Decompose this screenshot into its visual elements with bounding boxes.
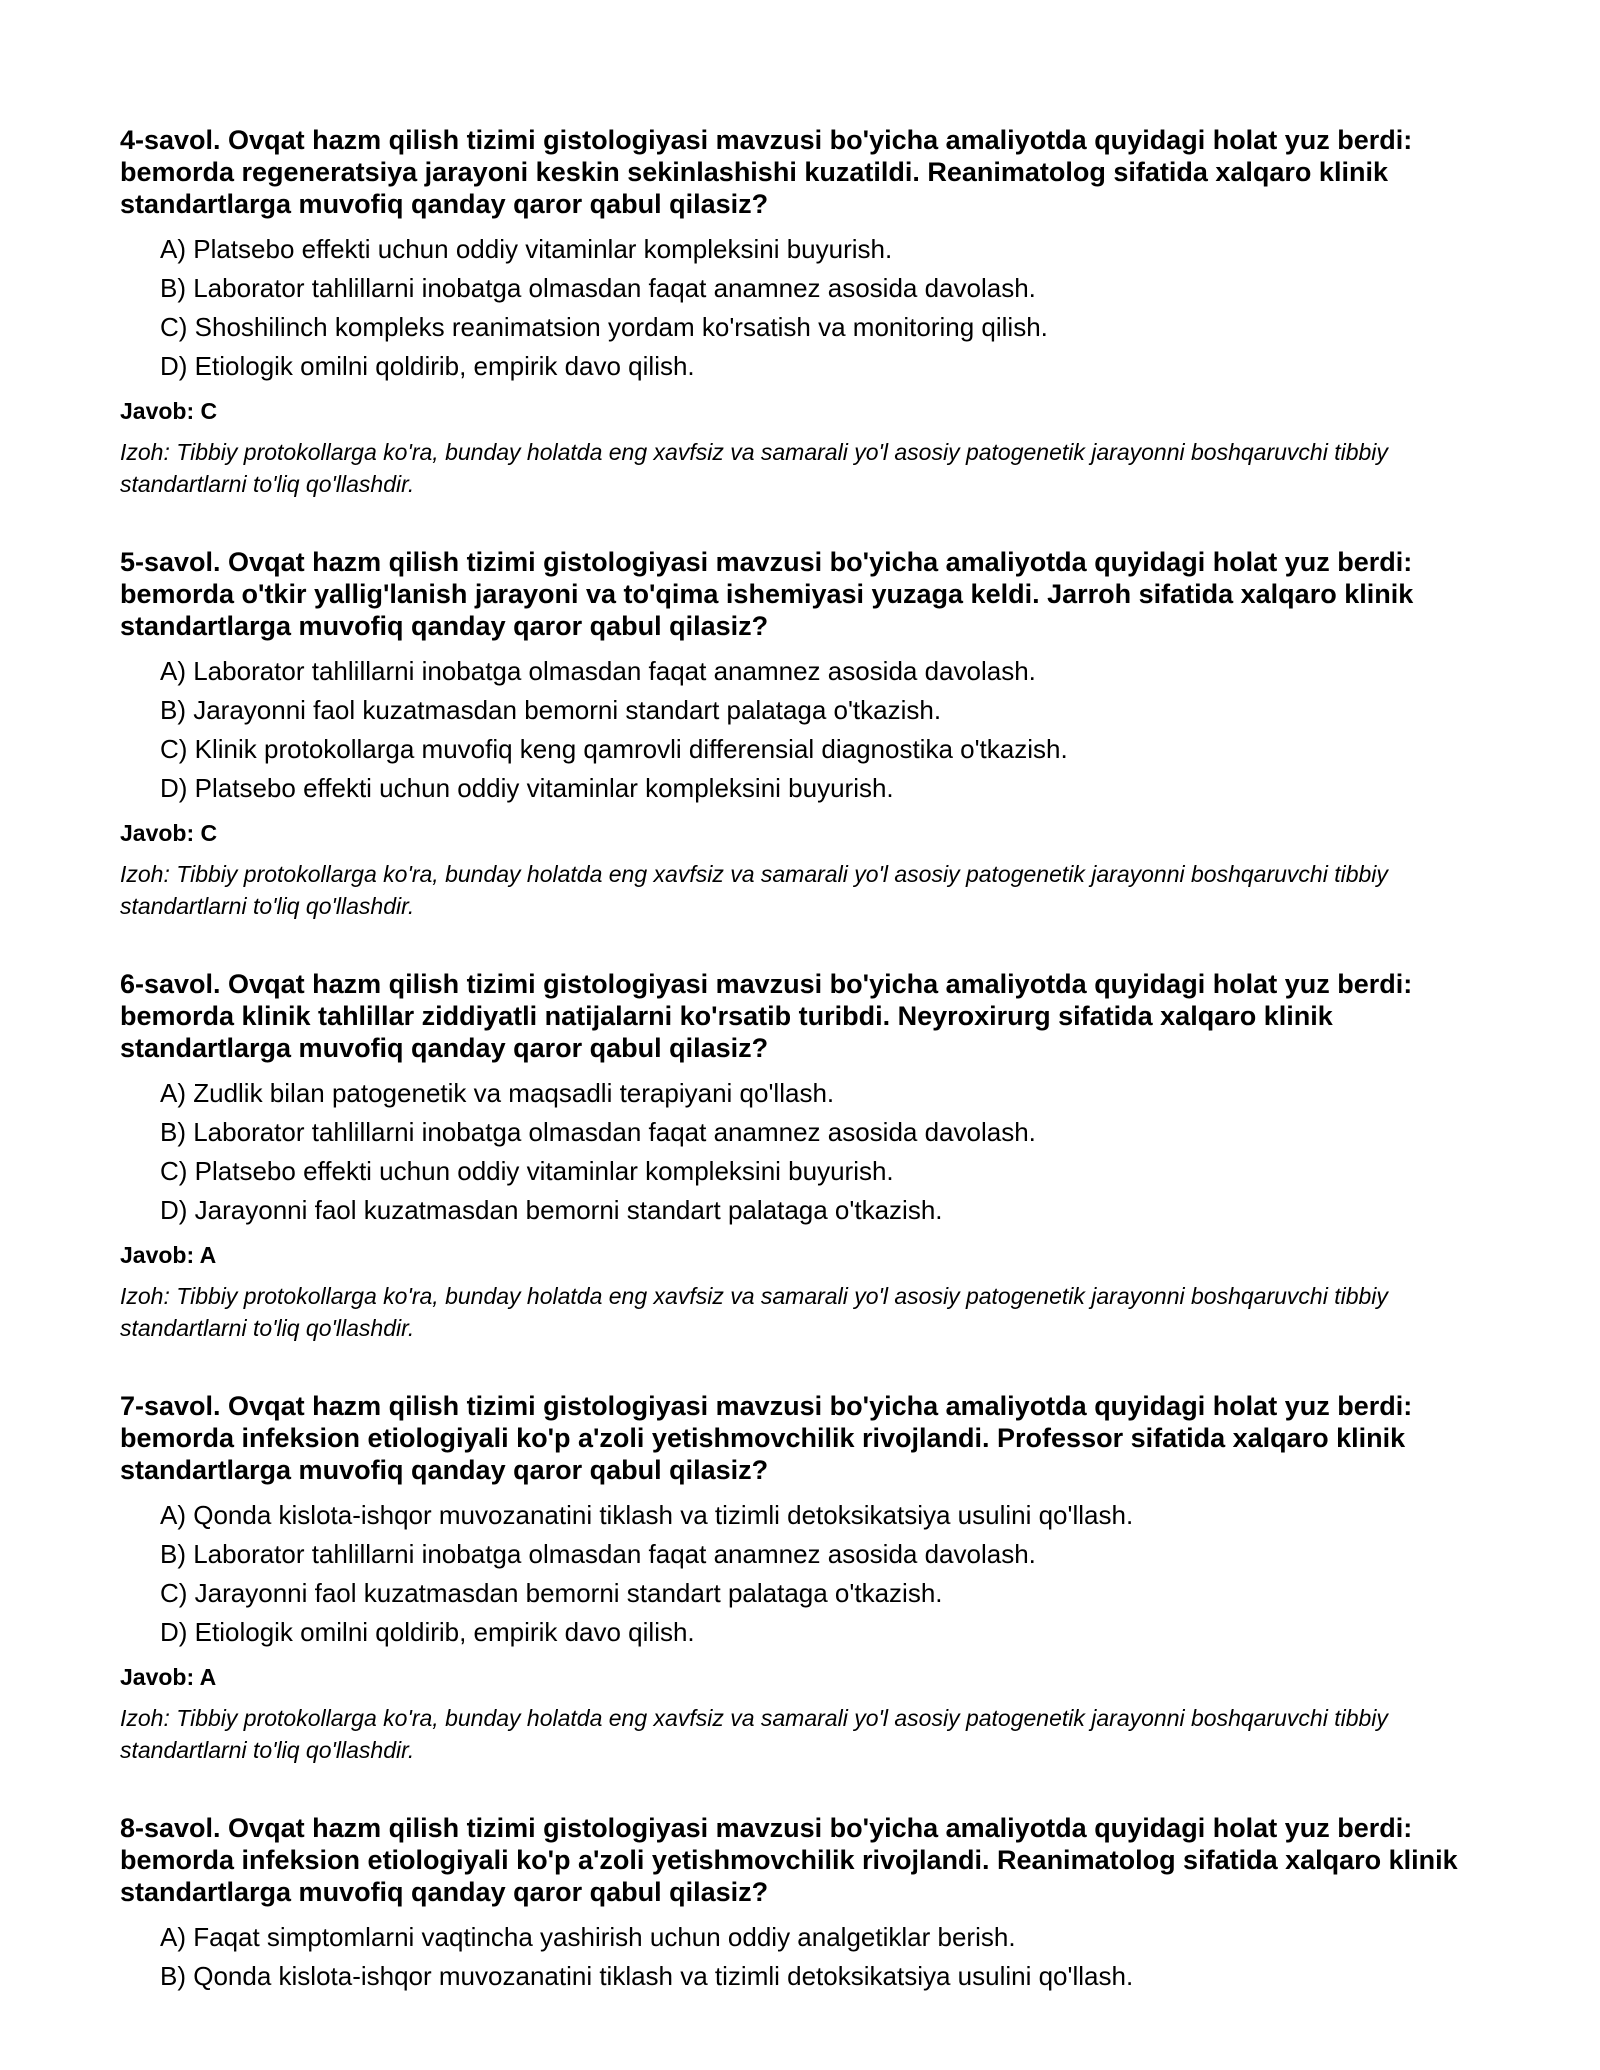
option-c: C) Platsebo effekti uchun oddiy vitaminlar kompleksini buyurish.: [160, 1156, 894, 1186]
answer-label: Javob: C: [120, 398, 218, 424]
explanation-note: Izoh: Tibbiy protokollarga ko'ra, bunday holatda eng xavfsiz va samarali yo'l asosiy patogenetik jarayonni boshqaruvchi tibbiy standartlarni to'liq qo'llashdir.: [120, 1705, 1388, 1763]
option-a: A) Laborator tahlillarni inobatga olmasdan faqat anamnez asosida davolash.: [160, 656, 1036, 686]
answer-label: Javob: A: [120, 1664, 217, 1690]
option-a: A) Qonda kislota-ishqor muvozanatini tiklash va tizimli detoksikatsiya usulini qo'llash.: [160, 1500, 1134, 1530]
option-c: C) Klinik protokollarga muvofiq keng qamrovli differensial diagnostika o'tkazish.: [160, 734, 1068, 764]
option-b: B) Laborator tahlillarni inobatga olmasdan faqat anamnez asosida davolash.: [160, 1539, 1036, 1569]
option-c: C) Shoshilinch kompleks reanimatsion yordam ko'rsatish va monitoring qilish.: [160, 312, 1048, 342]
question-title: 5-savol. Ovqat hazm qilish tizimi gistologiyasi mavzusi bo'yicha amaliyotda quyidagi holat yuz berdi: bemorda o'tkir yallig'lanish jarayoni va to'qima ishemiyasi yuzaga keldi. Jarroh sifatida xalqaro klinik standartlarga muvofiq qanday qaror qabul qilasiz?: [120, 547, 1414, 641]
option-a: A) Faqat simptomlarni vaqtincha yashirish uchun oddiy analgetiklar berish.: [160, 1922, 1016, 1952]
question-block: [120, 546, 1500, 922]
explanation-note: Izoh: Tibbiy protokollarga ko'ra, bunday holatda eng xavfsiz va samarali yo'l asosiy patogenetik jarayonni boshqaruvchi tibbiy standartlarni to'liq qo'llashdir.: [120, 1283, 1388, 1341]
question-title: 7-savol. Ovqat hazm qilish tizimi gistologiyasi mavzusi bo'yicha amaliyotda quyidagi holat yuz berdi: bemorda infeksion etiologiyali ko'p a'zoli yetishmovchilik rivojlandi. Professor sifatida xalqaro klinik standartlarga muvofiq qanday qaror qabul qilasiz?: [120, 1391, 1413, 1485]
option-b: B) Qonda kislota-ishqor muvozanatini tiklash va tizimli detoksikatsiya usulini qo'llash.: [160, 1961, 1134, 1991]
answer-label: Javob: C: [120, 820, 218, 846]
answer-label: Javob: A: [120, 1242, 217, 1268]
question-block: [120, 1390, 1500, 1766]
question-block: [120, 1812, 1500, 1996]
option-list: [120, 1074, 1500, 1230]
option-d: D) Jarayonni faol kuzatmasdan bemorni standart palataga o'tkazish.: [160, 1195, 943, 1225]
question-block: [120, 968, 1500, 1344]
option-list: [120, 230, 1500, 386]
question-block: [120, 124, 1500, 500]
option-list: [120, 652, 1500, 808]
question-title: 8-savol. Ovqat hazm qilish tizimi gistologiyasi mavzusi bo'yicha amaliyotda quyidagi holat yuz berdi: bemorda infeksion etiologiyali ko'p a'zoli yetishmovchilik rivojlandi. Reanimatolog sifatida xalqaro klinik standartlarga muvofiq qanday qaror qabul qilasiz?: [120, 1813, 1458, 1907]
option-b: B) Laborator tahlillarni inobatga olmasdan faqat anamnez asosida davolash.: [160, 273, 1036, 303]
option-b: B) Laborator tahlillarni inobatga olmasdan faqat anamnez asosida davolash.: [160, 1117, 1036, 1147]
option-d: D) Platsebo effekti uchun oddiy vitaminlar kompleksini buyurish.: [160, 773, 894, 803]
explanation-note: Izoh: Tibbiy protokollarga ko'ra, bunday holatda eng xavfsiz va samarali yo'l asosiy patogenetik jarayonni boshqaruvchi tibbiy standartlarni to'liq qo'llashdir.: [120, 861, 1388, 919]
option-c: C) Jarayonni faol kuzatmasdan bemorni standart palataga o'tkazish.: [160, 1578, 943, 1608]
option-d: D) Etiologik omilni qoldirib, empirik davo qilish.: [160, 351, 695, 381]
document-page: [120, 124, 1500, 2042]
option-a: A) Zudlik bilan patogenetik va maqsadli terapiyani qo'llash.: [160, 1078, 835, 1108]
question-title: 6-savol. Ovqat hazm qilish tizimi gistologiyasi mavzusi bo'yicha amaliyotda quyidagi holat yuz berdi: bemorda klinik tahlillar ziddiyatli natijalarni ko'rsatib turibdi. Neyroxirurg sifatida xalqaro klinik standartlarga muvofiq qanday qaror qabul qilasiz?: [120, 969, 1413, 1063]
option-a: A) Platsebo effekti uchun oddiy vitaminlar kompleksini buyurish.: [160, 234, 893, 264]
question-title: 4-savol. Ovqat hazm qilish tizimi gistologiyasi mavzusi bo'yicha amaliyotda quyidagi holat yuz berdi: bemorda regeneratsiya jarayoni keskin sekinlashishi kuzatildi. Reanimatolog sifatida xalqaro klinik standartlarga muvofiq qanday qaror qabul qilasiz?: [120, 125, 1413, 219]
option-list: [120, 1496, 1500, 1652]
explanation-note: Izoh: Tibbiy protokollarga ko'ra, bunday holatda eng xavfsiz va samarali yo'l asosiy patogenetik jarayonni boshqaruvchi tibbiy standartlarni to'liq qo'llashdir.: [120, 439, 1388, 497]
option-list: [120, 1918, 1500, 1996]
option-d: D) Etiologik omilni qoldirib, empirik davo qilish.: [160, 1617, 695, 1647]
option-b: B) Jarayonni faol kuzatmasdan bemorni standart palataga o'tkazish.: [160, 695, 942, 725]
